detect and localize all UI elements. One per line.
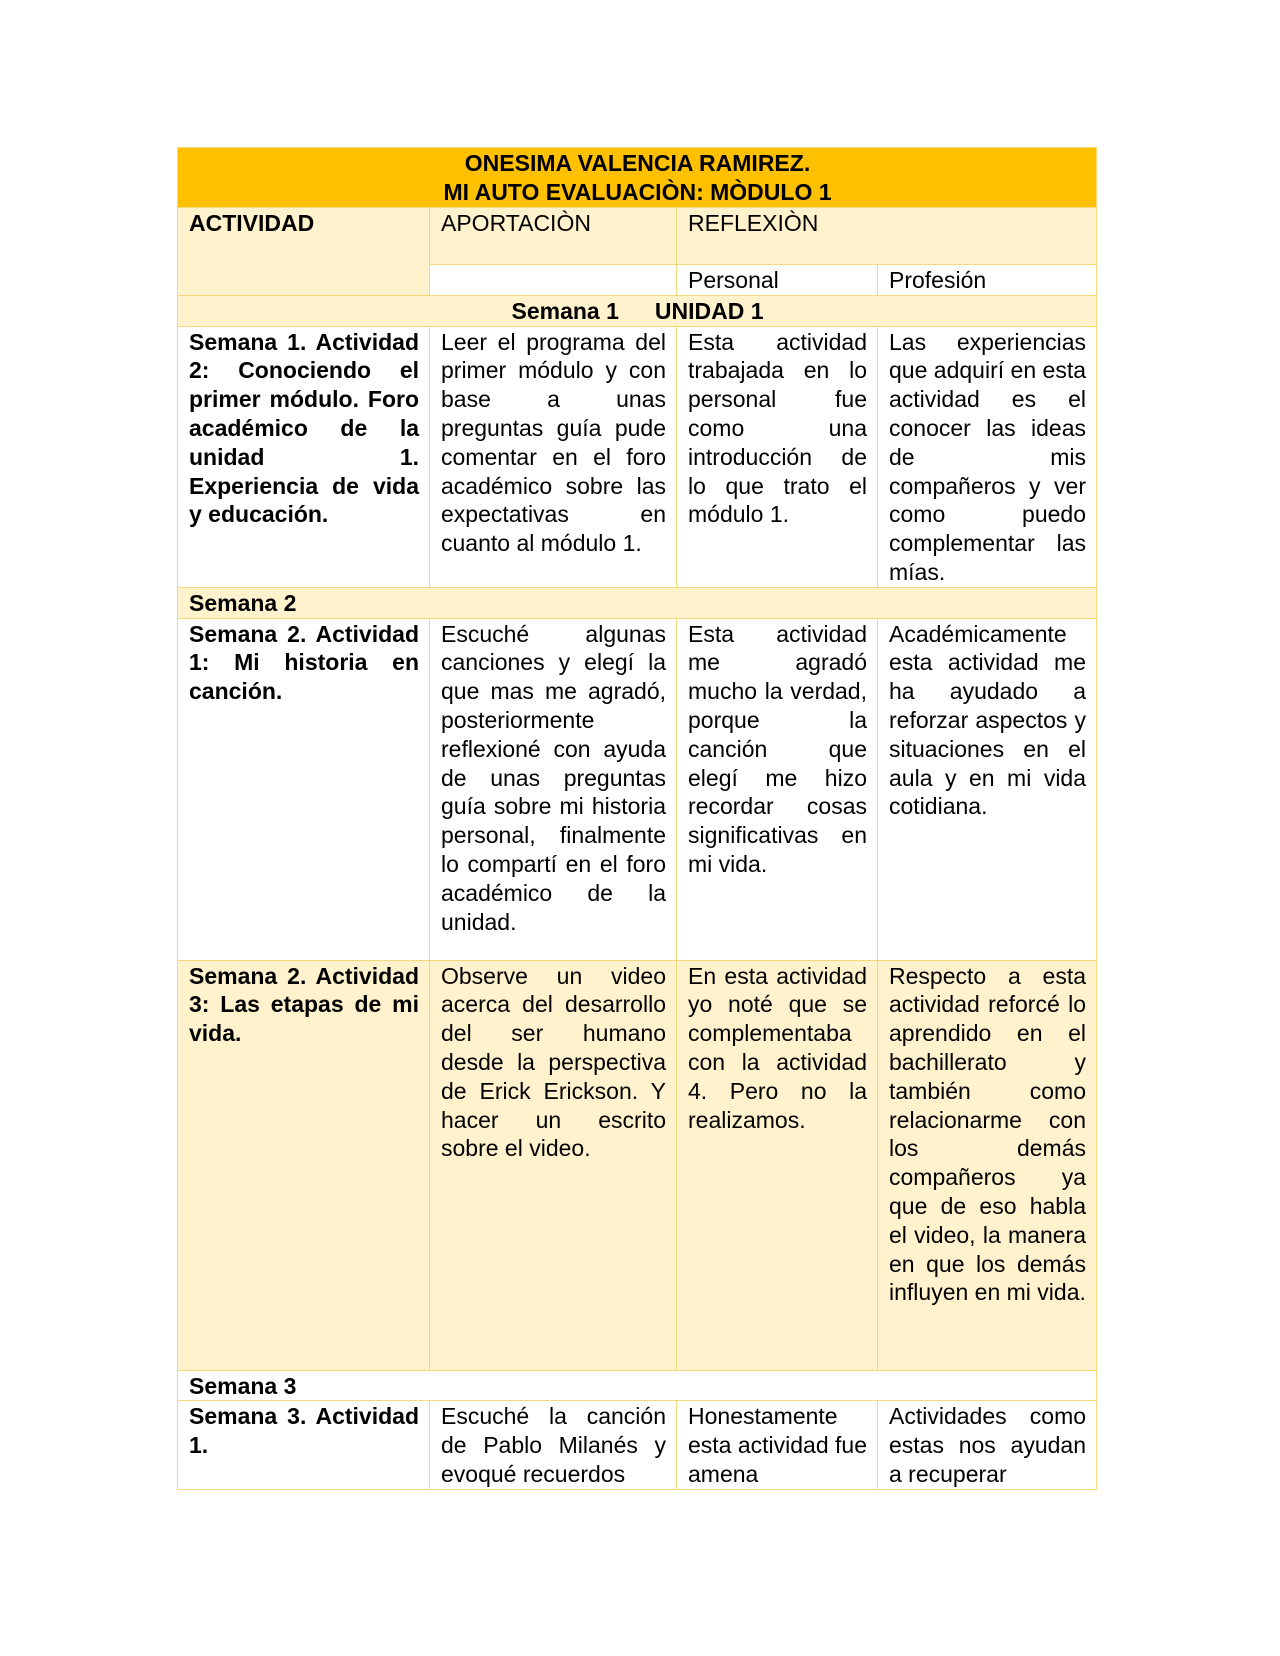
unit-cell [178,295,1097,326]
cell-actividad: Semana 1. Actividad 2: Conociendo el primer módulo. Foro académico de la unidad 1. Experiencia de vida y educación. [178,326,430,587]
cell-profesion: Las experiencias que adquirí en esta actividad es el conocer las ideas de mis compañeros y ver como puedo complementar las mías. [878,326,1097,587]
cell-aportacion: Leer el programa del primer módulo y con base a unas preguntas guía pude comentar en el foro académico sobre las expectativas en cuanto al módulo 1. [430,326,677,587]
header-actividad: ACTIVIDAD [178,207,430,295]
table-row [178,618,1097,960]
cell-actividad: Semana 2. Actividad 1: Mi historia en canción. [178,618,430,960]
evaluation-title: MI AUTO EVALUACIÒN: MÒDULO 1 [443,178,832,205]
section-week-2: Semana 2 [178,587,1097,618]
header-aportacion: APORTACIÒN [430,207,677,264]
table-row [178,326,1097,587]
column-header-row [178,207,1097,264]
cell-aportacion: Escuché algunas canciones y elegí la que mas me agradó, posteriormente reflexioné con ayuda de unas preguntas guía sobre mi historia personal, finalmente lo compartí en el foro académico de la unidad. [430,618,677,960]
section-row [178,1370,1097,1401]
table-row [178,960,1097,1370]
cell-actividad: Semana 2. Actividad 3: Las etapas de mi vida. [178,960,430,1370]
unit-week: Semana 1 [511,297,619,324]
title-row [178,148,1097,208]
unit-row [178,295,1097,326]
cell-personal: Honestamente esta actividad fue amena [677,1401,878,1489]
section-row [178,587,1097,618]
title-cell [178,148,1097,208]
header-reflexion: REFLEXIÒN [677,207,1097,264]
header-personal: Personal [677,264,878,295]
cell-actividad: Semana 3. Actividad 1. [178,1401,430,1489]
cell-aportacion: Escuché la canción de Pablo Milanés y evoqué recuerdos [430,1401,677,1489]
cell-profesion: Académicamente esta actividad me ha ayudado a reforzar aspectos y situaciones en el aula y en mi vida cotidiana. [878,618,1097,960]
unit-label: UNIDAD 1 [654,297,764,324]
subheader-empty [430,264,677,295]
cell-profesion: Actividades como estas nos ayudan a recuperar [878,1401,1097,1489]
header-profesion: Profesión [878,264,1097,295]
student-name: ONESIMA VALENCIA RAMIREZ. [464,150,811,176]
cell-profesion: Respecto a esta actividad reforcé lo aprendido en el bachillerato y también como relacionarme con los demás compañeros ya que de eso habla el video, la manera en que los demás influyen en mi vida. [878,960,1097,1370]
self-evaluation-table [177,147,1097,1490]
cell-personal: Esta actividad me agradó mucho la verdad, porque la canción que elegí me hizo recordar cosas significativas en mi vida. [677,618,878,960]
cell-personal: En esta actividad yo noté que se complementaba con la actividad 4. Pero no la realizamos. [677,960,878,1370]
section-week-3: Semana 3 [178,1370,1097,1401]
cell-aportacion: Observe un video acerca del desarrollo del ser humano desde la perspectiva de Erick Erickson. Y hacer un escrito sobre el video. [430,960,677,1370]
table-row [178,1401,1097,1489]
cell-personal: Esta actividad trabajada en lo personal fue como una introducción de lo que trato el módulo 1. [677,326,878,587]
